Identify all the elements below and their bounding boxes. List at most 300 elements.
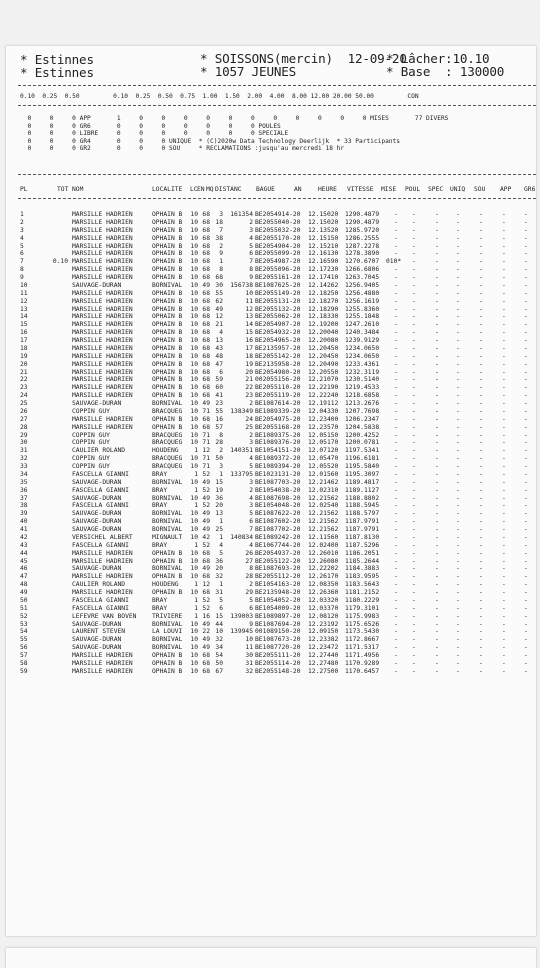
table-cell: 1263.7045: [345, 274, 380, 281]
table-cell: 12.03370: [308, 604, 339, 612]
table-cell: MARSILLE HADRIEN: [72, 321, 133, 329]
empty-cell: -: [524, 329, 528, 337]
table-cell: BE2055142-20: [255, 352, 301, 360]
empty-cell: -: [479, 266, 483, 274]
empty-cell: -: [479, 502, 483, 510]
empty-cell: -: [435, 612, 439, 620]
empty-cell: -: [524, 589, 528, 596]
table-cell: 48: [20, 581, 28, 589]
table-cell: 12.18250: [308, 289, 339, 297]
empty-cell: -: [412, 549, 416, 557]
table-row: [6, 447, 536, 455]
table-cell: 10: [245, 636, 253, 644]
table-cell: 7: [249, 526, 253, 533]
table-cell: 12.23472: [308, 644, 339, 652]
table-cell: 10: [190, 573, 198, 581]
table-row: [6, 211, 536, 219]
empty-cell: -: [456, 439, 460, 447]
empty-cell: -: [412, 415, 416, 423]
empty-cell: -: [479, 549, 483, 557]
empty-cell: -: [412, 211, 416, 218]
table-cell: 53: [20, 620, 28, 628]
table-cell: 139945: [230, 628, 253, 636]
table-cell: OPHAIN B: [152, 297, 183, 305]
table-cell: 1188.5945: [345, 502, 380, 510]
table-cell: 10: [190, 526, 198, 533]
table-cell: BE2054987-20: [255, 258, 301, 266]
info-line: 0 0 0 LIBRE 0 0 0 0 0 0 0 SPECIALE: [20, 130, 289, 138]
table-cell: 8: [219, 266, 223, 274]
empty-cell: -: [412, 321, 416, 329]
empty-cell: -: [502, 518, 506, 526]
table-cell: BE2055132-20: [255, 305, 301, 313]
empty-cell: -: [394, 510, 398, 518]
column-header: LOCALITE: [152, 186, 183, 193]
empty-cell: -: [524, 659, 528, 667]
empty-cell: -: [456, 628, 460, 636]
empty-cell: -: [524, 549, 528, 557]
info-line: 0 0 0 GR2 0 0 0 SOU * RECLAMATIONS :jusqu'au mercredi 18 hr: [20, 145, 345, 153]
table-cell: 19: [215, 486, 223, 494]
table-cell: 55: [215, 407, 223, 415]
empty-cell: -: [502, 596, 506, 604]
empty-cell: -: [412, 376, 416, 384]
table-cell: BE2054932-20: [255, 329, 301, 337]
empty-cell: -: [502, 289, 506, 297]
table-cell: OPHAIN B: [152, 652, 183, 659]
empty-cell: -: [435, 447, 439, 455]
table-cell: 49: [202, 526, 210, 533]
table-cell: 10: [190, 321, 198, 329]
empty-cell: -: [456, 431, 460, 439]
table-cell: 22: [245, 384, 253, 392]
table-row: [6, 581, 536, 589]
empty-cell: -: [456, 620, 460, 628]
empty-cell: -: [412, 659, 416, 667]
empty-cell: -: [412, 557, 416, 565]
table-cell: 10: [245, 289, 253, 297]
table-cell: 15: [215, 478, 223, 486]
empty-cell: -: [394, 596, 398, 604]
empty-cell: -: [394, 604, 398, 612]
table-cell: 40: [20, 518, 28, 526]
empty-cell: -: [524, 596, 528, 604]
table-cell: COPPIN GUY: [72, 431, 110, 439]
table-cell: OPHAIN B: [152, 234, 183, 242]
empty-cell: -: [435, 455, 439, 463]
empty-cell: -: [524, 226, 528, 234]
empty-cell: -: [456, 557, 460, 565]
empty-cell: -: [456, 337, 460, 344]
table-cell: 1183.9595: [345, 573, 380, 581]
table-cell: MARSILLE HADRIEN: [72, 297, 133, 305]
empty-cell: -: [456, 266, 460, 274]
empty-cell: -: [394, 644, 398, 652]
table-cell: OPHAIN B: [152, 352, 183, 360]
table-cell: 12.05150: [308, 431, 339, 439]
table-cell: MARSILLE HADRIEN: [72, 211, 133, 218]
table-cell: HOUDENG: [152, 447, 179, 455]
table-cell: 1: [194, 502, 198, 510]
empty-cell: -: [435, 510, 439, 518]
header-club-2: * Estinnes: [20, 65, 94, 80]
empty-cell: -: [394, 266, 398, 274]
empty-cell: -: [412, 281, 416, 289]
empty-cell: -: [394, 518, 398, 526]
empty-cell: -: [479, 518, 483, 526]
table-cell: BE1054151-20: [255, 447, 301, 455]
empty-cell: -: [502, 226, 506, 234]
empty-cell: -: [502, 644, 506, 652]
table-cell: 10: [190, 478, 198, 486]
table-cell: 10: [190, 258, 198, 266]
table-cell: 1: [194, 604, 198, 612]
column-header: AN: [294, 186, 302, 193]
empty-cell: -: [524, 518, 528, 526]
table-cell: 58: [20, 659, 28, 667]
empty-cell: -: [502, 486, 506, 494]
empty-cell: -: [412, 344, 416, 352]
empty-cell: -: [394, 557, 398, 565]
empty-cell: -: [479, 589, 483, 596]
empty-cell: -: [412, 541, 416, 549]
empty-cell: -: [412, 392, 416, 400]
empty-cell: -: [524, 384, 528, 392]
table-cell: 20: [215, 502, 223, 510]
table-cell: 67: [215, 667, 223, 675]
empty-cell: -: [502, 526, 506, 533]
column-headers: [6, 185, 536, 194]
table-cell: 2: [249, 486, 253, 494]
table-cell: MARSILLE HADRIEN: [72, 573, 133, 581]
table-cell: 19: [245, 360, 253, 368]
empty-cell: -: [456, 518, 460, 526]
table-cell: 68: [202, 384, 210, 392]
table-cell: 1219.4533: [345, 384, 380, 392]
empty-cell: -: [502, 321, 506, 329]
empty-cell: -: [435, 636, 439, 644]
empty-cell: -: [435, 242, 439, 250]
table-row: [6, 621, 536, 629]
table-cell: 68: [202, 368, 210, 376]
empty-cell: -: [502, 415, 506, 423]
table-row: [6, 502, 536, 510]
empty-cell: -: [456, 652, 460, 659]
empty-cell: -: [435, 376, 439, 384]
table-cell: BE2055131-20: [255, 297, 301, 305]
empty-cell: -: [524, 470, 528, 478]
table-cell: BRACQUEG: [152, 431, 183, 439]
divider: [18, 198, 536, 199]
table-cell: 25: [245, 423, 253, 431]
empty-cell: -: [456, 305, 460, 313]
table-row: [6, 250, 536, 258]
empty-cell: -: [435, 400, 439, 407]
table-cell: 6: [219, 368, 223, 376]
table-cell: FASCELLA GIANNI: [72, 604, 129, 612]
table-row: [6, 518, 536, 526]
table-cell: 4: [249, 541, 253, 549]
table-cell: FASCELLA GIANNI: [72, 541, 129, 549]
table-cell: 12.22240: [308, 392, 339, 400]
empty-cell: -: [479, 636, 483, 644]
table-cell: 22: [20, 376, 28, 384]
table-cell: 1187.5296: [345, 541, 380, 549]
empty-cell: -: [412, 589, 416, 596]
empty-cell: -: [435, 250, 439, 258]
table-cell: 1: [194, 541, 198, 549]
table-row: [6, 306, 536, 314]
table-cell: 49: [202, 620, 210, 628]
table-cell: 31: [245, 659, 253, 667]
table-cell: 12.08350: [308, 581, 339, 589]
empty-cell: -: [479, 494, 483, 502]
table-cell: 49: [215, 305, 223, 313]
empty-cell: -: [524, 447, 528, 455]
table-cell: 10: [20, 281, 28, 289]
table-cell: MARSILLE HADRIEN: [72, 305, 133, 313]
table-cell: 49: [202, 518, 210, 526]
table-cell: TRIVIERE: [152, 612, 183, 620]
table-cell: 41: [20, 526, 28, 533]
table-cell: 43: [215, 344, 223, 352]
table-cell: OPHAIN B: [152, 376, 183, 384]
table-cell: 10: [190, 659, 198, 667]
empty-cell: -: [502, 447, 506, 455]
empty-cell: -: [435, 337, 439, 344]
table-cell: OPHAIN B: [152, 305, 183, 313]
table-cell: 1240.3484: [345, 329, 380, 337]
empty-cell: -: [456, 541, 460, 549]
empty-cell: -: [524, 478, 528, 486]
empty-cell: -: [502, 392, 506, 400]
table-cell: 27: [245, 557, 253, 565]
empty-cell: -: [394, 376, 398, 384]
empty-cell: -: [479, 281, 483, 289]
empty-cell: -: [456, 250, 460, 258]
empty-cell: -: [412, 431, 416, 439]
table-cell: 12.02310: [308, 486, 339, 494]
table-cell: 68: [202, 266, 210, 274]
table-cell: 1200.4252: [345, 431, 380, 439]
table-cell: 10: [190, 250, 198, 258]
table-cell: 12.26010: [308, 549, 339, 557]
table-row: [6, 369, 536, 377]
table-cell: 2: [219, 242, 223, 250]
table-row: [6, 589, 536, 597]
empty-cell: -: [479, 478, 483, 486]
empty-cell: -: [412, 250, 416, 258]
table-row: [6, 235, 536, 243]
empty-cell: -: [394, 384, 398, 392]
table-cell: 10: [190, 565, 198, 573]
empty-cell: -: [394, 274, 398, 281]
table-cell: BE1089394-20: [255, 463, 301, 470]
empty-cell: -: [502, 581, 506, 589]
empty-cell: -: [435, 274, 439, 281]
empty-cell: -: [456, 226, 460, 234]
empty-cell: -: [435, 667, 439, 675]
table-cell: 140351: [230, 447, 253, 455]
table-cell: 26: [245, 549, 253, 557]
table-row: [6, 542, 536, 550]
empty-cell: -: [524, 392, 528, 400]
empty-cell: -: [524, 415, 528, 423]
table-row: [6, 495, 536, 503]
empty-cell: -: [502, 360, 506, 368]
empty-cell: -: [456, 659, 460, 667]
empty-cell: -: [502, 620, 506, 628]
table-cell: 13: [20, 305, 28, 313]
table-cell: 1185.2644: [345, 557, 380, 565]
empty-cell: -: [435, 211, 439, 218]
table-cell: 1256.4880: [345, 289, 380, 297]
empty-cell: -: [524, 313, 528, 321]
table-cell: MARSILLE HADRIEN: [72, 234, 133, 242]
table-row: [6, 392, 536, 400]
empty-cell: -: [524, 297, 528, 305]
table-cell: BORNIVAL: [152, 644, 183, 652]
table-cell: 1171.5317: [345, 644, 380, 652]
empty-cell: -: [394, 652, 398, 659]
table-cell: 23: [20, 384, 28, 392]
empty-cell: -: [524, 344, 528, 352]
table-cell: 6: [249, 604, 253, 612]
empty-cell: -: [456, 313, 460, 321]
table-cell: OPHAIN B: [152, 313, 183, 321]
empty-cell: -: [479, 352, 483, 360]
table-cell: 10: [190, 352, 198, 360]
empty-cell: -: [502, 266, 506, 274]
table-cell: 12.22190: [308, 384, 339, 392]
empty-cell: -: [479, 423, 483, 431]
empty-cell: -: [394, 549, 398, 557]
empty-cell: -: [412, 313, 416, 321]
table-cell: 3: [249, 478, 253, 486]
column-header: MISE: [381, 186, 397, 193]
table-cell: 68: [202, 344, 210, 352]
table-row: [6, 282, 536, 290]
empty-cell: -: [502, 589, 506, 596]
empty-cell: -: [435, 289, 439, 297]
empty-cell: -: [394, 297, 398, 305]
empty-cell: -: [394, 447, 398, 455]
empty-cell: -: [412, 447, 416, 455]
table-cell: 1286.2555: [345, 234, 380, 242]
empty-cell: -: [394, 486, 398, 494]
table-cell: OPHAIN B: [152, 423, 183, 431]
table-cell: 13: [215, 510, 223, 518]
table-cell: 4: [249, 234, 253, 242]
empty-cell: -: [412, 297, 416, 305]
table-cell: 10: [190, 589, 198, 596]
info-line: 0 0 0 GR6 0 0 0 0 0 0 0 POULES: [20, 122, 281, 130]
table-cell: BE1089375-20: [255, 431, 301, 439]
table-cell: OPHAIN B: [152, 274, 183, 281]
empty-cell: -: [412, 533, 416, 541]
empty-cell: -: [435, 652, 439, 659]
table-row: [6, 321, 536, 329]
empty-cell: -: [524, 455, 528, 463]
table-cell: BE1054052-20: [255, 596, 301, 604]
table-cell: 10: [190, 218, 198, 226]
table-cell: 139003: [230, 612, 253, 620]
table-cell: 12.23382: [308, 636, 339, 644]
empty-cell: -: [435, 494, 439, 502]
next-page: [6, 948, 536, 968]
table-cell: 3: [249, 502, 253, 510]
table-cell: 12.22202: [308, 565, 339, 573]
empty-cell: -: [502, 533, 506, 541]
empty-cell: -: [524, 321, 528, 329]
empty-cell: -: [435, 581, 439, 589]
table-cell: 10: [190, 329, 198, 337]
table-cell: 21: [215, 321, 223, 329]
empty-cell: -: [502, 352, 506, 360]
empty-cell: -: [456, 486, 460, 494]
empty-cell: -: [456, 549, 460, 557]
table-cell: 60: [215, 384, 223, 392]
table-cell: 59: [20, 667, 28, 675]
empty-cell: -: [412, 400, 416, 407]
empty-cell: -: [435, 352, 439, 360]
table-row: [6, 432, 536, 440]
column-header: SOU: [474, 186, 486, 193]
table-cell: 10: [190, 344, 198, 352]
empty-cell: -: [502, 218, 506, 226]
empty-cell: -: [479, 667, 483, 675]
table-cell: BE1089376-20: [255, 439, 301, 447]
table-cell: MARSILLE HADRIEN: [72, 258, 133, 266]
table-cell: BRAY: [152, 502, 168, 510]
table-cell: 1: [194, 470, 198, 478]
table-row: [6, 227, 536, 235]
table-row: [6, 565, 536, 573]
empty-cell: -: [479, 368, 483, 376]
table-cell: MARSILLE HADRIEN: [72, 352, 133, 360]
table-cell: 10: [190, 455, 198, 463]
empty-cell: -: [524, 533, 528, 541]
empty-cell: -: [479, 407, 483, 415]
table-cell: BE1087693-20: [255, 565, 301, 573]
table-cell: 49: [202, 565, 210, 573]
table-row: [6, 329, 536, 337]
empty-cell: -: [412, 455, 416, 463]
table-cell: 1: [194, 581, 198, 589]
table-cell: 22: [202, 628, 210, 636]
empty-cell: -: [479, 604, 483, 612]
table-cell: MARSILLE HADRIEN: [72, 652, 133, 659]
table-cell: 50: [20, 596, 28, 604]
table-cell: 12.26080: [308, 557, 339, 565]
empty-cell: -: [412, 226, 416, 234]
table-cell: 1195.5840: [345, 463, 380, 470]
table-cell: BE2055040-20: [255, 218, 301, 226]
table-cell: 31: [215, 589, 223, 596]
empty-cell: -: [502, 313, 506, 321]
table-cell: 20: [20, 360, 28, 368]
table-cell: 1255.1848: [345, 313, 380, 321]
empty-cell: -: [456, 596, 460, 604]
table-row: [6, 408, 536, 416]
empty-cell: -: [479, 392, 483, 400]
table-cell: 28: [20, 423, 28, 431]
table-cell: 001089150-20: [255, 628, 301, 636]
table-cell: 16: [245, 337, 253, 344]
table-cell: 12.21562: [308, 510, 339, 518]
table-row: [6, 573, 536, 581]
empty-cell: -: [394, 667, 398, 675]
